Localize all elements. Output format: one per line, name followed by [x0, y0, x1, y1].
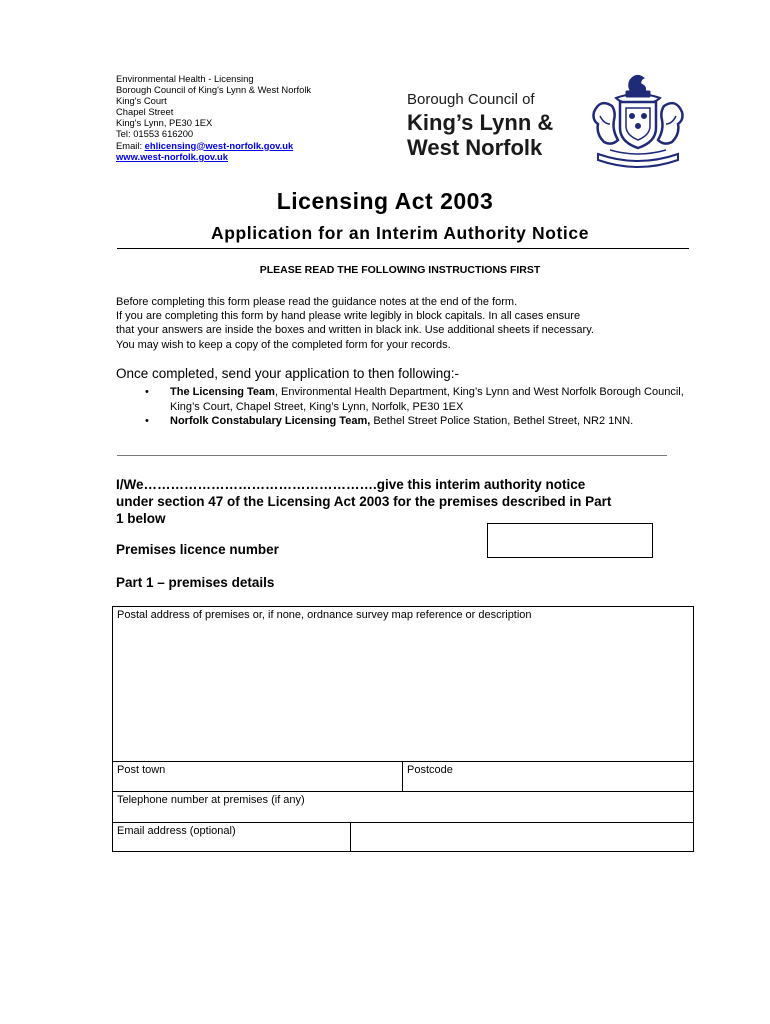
notice-statement	[116, 476, 611, 527]
address-line: Chapel Street	[116, 106, 174, 118]
email-input[interactable]	[350, 822, 694, 852]
recipient-name: Norfolk Constabulary Licensing Team,	[170, 415, 371, 428]
borough-crest-icon	[586, 72, 690, 177]
notice-line: I/We…………………………………………….give this interim authority notice	[116, 477, 586, 492]
council-name-line3: West Norfolk	[407, 135, 543, 160]
page-title: Licensing Act 2003	[276, 188, 494, 214]
send-heading: Once completed, send your application to then following:-	[116, 366, 459, 381]
council-name-line1: Borough Council of	[407, 91, 535, 108]
premises-licence-input[interactable]	[487, 523, 653, 558]
instruction-line: If you are completing this form by hand please write legibly in block capitals. In all cases ensure	[116, 310, 581, 323]
recipient-name: The Licensing Team	[170, 386, 275, 398]
email-link[interactable]: ehlicensing@west-norfolk.gov.uk	[144, 139, 294, 151]
postal-address-field[interactable]	[112, 606, 694, 762]
recipient-address: , Environmental Health Department, King’s Lynn and West Norfolk Borough Council, King’s Court, Chapel Street, King’s Lynn, Norfolk, PE30 1EX	[170, 386, 684, 413]
recipient-list	[145, 385, 700, 429]
address-line: King's Lynn, PE30 1EX	[116, 117, 213, 129]
list-item	[145, 385, 700, 414]
notice-line: under section 47 of the Licensing Act 2003 for the premises described in Part	[116, 494, 612, 509]
instructions-heading: PLEASE READ THE FOLLOWING INSTRUCTIONS FIRST	[259, 264, 541, 276]
section-divider	[117, 455, 667, 456]
notice-line: 1 below	[116, 511, 166, 526]
page-subtitle: Application for an Interim Authority Notice	[210, 223, 590, 243]
postcode-label: Postcode	[407, 764, 453, 776]
part1-heading: Part 1 – premises details	[116, 575, 275, 590]
email-prefix: Email:	[116, 139, 145, 151]
council-logo-text	[407, 92, 553, 160]
email-line	[116, 140, 311, 151]
address-line: Environmental Health - Licensing	[116, 73, 254, 84]
postcode-field[interactable]	[402, 761, 694, 792]
address-line: King's Court	[116, 95, 167, 107]
bullet-icon: •	[145, 415, 149, 428]
premises-licence-label: Premises licence number	[116, 542, 279, 557]
website-link[interactable]: www.west-norfolk.gov.uk	[116, 150, 228, 162]
address-line: Borough Council of King's Lynn & West Norfolk	[116, 84, 312, 96]
council-name-line2: King’s Lynn &	[407, 110, 554, 135]
instructions-paragraph	[116, 295, 594, 352]
list-item	[145, 414, 700, 429]
instruction-line: You may wish to keep a copy of the completed form for your records.	[116, 338, 451, 351]
email-label-cell	[112, 822, 351, 852]
instruction-line: Before completing this form please read the guidance notes at the end of the form.	[116, 296, 518, 308]
title-divider	[117, 248, 689, 249]
recipient-address: Bethel Street Police Station, Bethel Street, NR2 1NN.	[370, 415, 634, 428]
postal-address-label: Postal address of premises or, if none, ordnance survey map reference or description	[117, 609, 532, 621]
address-line: Tel: 01553 616200	[116, 128, 194, 140]
post-town-field[interactable]	[112, 761, 403, 792]
instruction-line: that your answers are inside the boxes and written in black ink. Use additional sheets if necessary.	[116, 324, 594, 337]
post-town-label: Post town	[117, 764, 166, 776]
telephone-field[interactable]	[112, 791, 694, 823]
email-label: Email address (optional)	[117, 825, 236, 837]
telephone-label: Telephone number at premises (if any)	[117, 794, 305, 806]
bullet-icon: •	[145, 386, 149, 398]
sender-address	[116, 73, 311, 162]
